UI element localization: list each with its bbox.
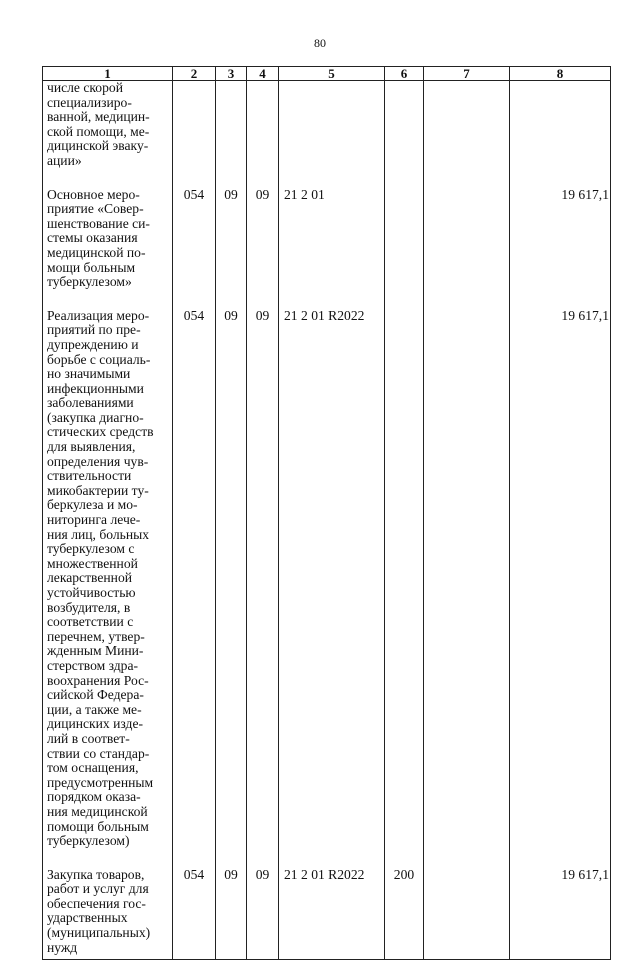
target-article-cell: 21 2 01 bbox=[279, 188, 385, 309]
column-7-cell bbox=[424, 81, 510, 188]
item-name-line: сийской Федера- bbox=[47, 687, 144, 703]
item-name-line: медицинской по- bbox=[47, 244, 146, 260]
item-name-line: ации» bbox=[47, 152, 82, 168]
admin-code-cell: 054 bbox=[173, 309, 216, 868]
item-name-cell bbox=[43, 188, 173, 309]
item-name-line: определения чув- bbox=[47, 453, 149, 469]
header-col-6: 6 bbox=[385, 67, 424, 81]
subsection-cell: 09 bbox=[247, 188, 279, 309]
item-name-line: но значимыми bbox=[47, 366, 131, 382]
expense-type-cell bbox=[385, 309, 424, 868]
header-row bbox=[43, 67, 611, 81]
item-name-line: дицинской эваку- bbox=[47, 138, 149, 154]
subsection-cell: 09 bbox=[247, 868, 279, 960]
subsection-cell bbox=[247, 81, 279, 188]
table-body bbox=[43, 81, 611, 960]
section-cell bbox=[216, 81, 247, 188]
item-name-line: для выявления, bbox=[47, 439, 136, 455]
item-name-line: возбудителя, в bbox=[47, 599, 131, 615]
item-name-line: инфекционными bbox=[47, 380, 144, 396]
item-name-line: ской помощи, ме- bbox=[47, 123, 150, 139]
item-name-line: приятий по пре- bbox=[47, 322, 141, 338]
item-name-line: ствии со стандар- bbox=[47, 745, 150, 761]
header-col-1: 1 bbox=[43, 67, 173, 81]
item-name-line: туберкулезом) bbox=[47, 833, 130, 849]
subsection-cell: 09 bbox=[247, 309, 279, 868]
item-name-cell bbox=[43, 81, 173, 188]
expense-type-cell bbox=[385, 81, 424, 188]
header-col-5: 5 bbox=[279, 67, 385, 81]
item-name-line: микобактерии ту- bbox=[47, 482, 149, 498]
item-name-line: Закупка товаров, bbox=[47, 866, 145, 882]
header-col-8: 8 bbox=[510, 67, 611, 81]
item-name-line: (муниципальных) bbox=[47, 925, 151, 941]
item-name-line: помощи больным bbox=[47, 818, 149, 834]
item-name-line: предусмотренным bbox=[47, 774, 154, 790]
item-name-line: том оснащения, bbox=[47, 760, 139, 776]
amount-cell: 19 617,1 bbox=[510, 188, 611, 309]
target-article-cell: 21 2 01 R2022 bbox=[279, 868, 385, 960]
item-name-line: ния медицинской bbox=[47, 803, 148, 819]
admin-code-cell: 054 bbox=[173, 188, 216, 309]
item-name-line: стических средств bbox=[47, 424, 154, 440]
header-col-3: 3 bbox=[216, 67, 247, 81]
amount-cell: 19 617,1 bbox=[510, 868, 611, 960]
item-name-line: приятие «Совер- bbox=[47, 201, 144, 217]
item-name-line: Реализация меро- bbox=[47, 307, 150, 323]
item-name-line: ции, а также ме- bbox=[47, 701, 142, 717]
item-name-line: ударственных bbox=[47, 910, 128, 926]
item-name-line: порядком оказа- bbox=[47, 789, 141, 805]
column-7-cell bbox=[424, 309, 510, 868]
item-name-line: воохранения Рос- bbox=[47, 672, 149, 688]
item-name-line: мощи больным bbox=[47, 259, 136, 275]
expense-type-cell bbox=[385, 188, 424, 309]
target-article-cell bbox=[279, 81, 385, 188]
item-name-line: (закупка диагно- bbox=[47, 409, 144, 425]
item-name-line: жденным Мини- bbox=[47, 643, 144, 659]
admin-code-cell: 054 bbox=[173, 868, 216, 960]
section-cell: 09 bbox=[216, 868, 247, 960]
column-7-cell bbox=[424, 868, 510, 960]
item-name-line: борьбе с социаль- bbox=[47, 351, 151, 367]
item-name-line: работ и услуг для bbox=[47, 881, 149, 897]
item-name-line: дупреждению и bbox=[47, 336, 139, 352]
table-row bbox=[43, 81, 611, 188]
item-name-line: числе скорой bbox=[47, 80, 123, 95]
item-name-line: ния лиц, больных bbox=[47, 526, 150, 542]
budget-table bbox=[42, 66, 611, 960]
section-cell: 09 bbox=[216, 188, 247, 309]
item-name-line: туберкулезом» bbox=[47, 274, 132, 290]
item-name-line: Основное меро- bbox=[47, 186, 140, 202]
expense-type-cell: 200 bbox=[385, 868, 424, 960]
item-name-line: обеспечения гос- bbox=[47, 895, 146, 911]
table-row bbox=[43, 188, 611, 309]
admin-code-cell bbox=[173, 81, 216, 188]
item-name-line: беркулеза и мо- bbox=[47, 497, 138, 513]
item-name-cell bbox=[43, 309, 173, 868]
item-name-line: множественной bbox=[47, 555, 138, 571]
amount-cell bbox=[510, 81, 611, 188]
item-name-line: специализиро- bbox=[47, 94, 132, 110]
item-name-line: заболеваниями bbox=[47, 395, 134, 411]
header-col-2: 2 bbox=[173, 67, 216, 81]
item-name-line: дицинских изде- bbox=[47, 716, 143, 732]
item-name-line: ниторинга лече- bbox=[47, 512, 141, 528]
item-name-line: ванной, медицин- bbox=[47, 109, 150, 125]
page-number: 80 bbox=[314, 36, 326, 50]
item-name-line: стерством здра- bbox=[47, 657, 139, 673]
item-name-line: шенствование си- bbox=[47, 215, 150, 231]
table-row bbox=[43, 868, 611, 960]
item-name-line: устойчивостью bbox=[47, 585, 136, 600]
amount-cell: 19 617,1 bbox=[510, 309, 611, 868]
item-name-line: ствительности bbox=[47, 468, 132, 484]
target-article-cell: 21 2 01 R2022 bbox=[279, 309, 385, 868]
item-name-line: нужд bbox=[47, 939, 78, 955]
section-cell: 09 bbox=[216, 309, 247, 868]
item-name-line: стемы оказания bbox=[47, 230, 138, 246]
item-name-line: туберкулезом с bbox=[47, 541, 135, 557]
header-col-4: 4 bbox=[247, 67, 279, 81]
column-7-cell bbox=[424, 188, 510, 309]
item-name-line: лекарственной bbox=[47, 570, 133, 586]
item-name-line: соответствии с bbox=[47, 614, 134, 630]
header-col-7: 7 bbox=[424, 67, 510, 81]
table-row bbox=[43, 309, 611, 868]
item-name-line: лий в соответ- bbox=[47, 730, 130, 746]
item-name-cell bbox=[43, 868, 173, 960]
item-name-line: перечнем, утвер- bbox=[47, 628, 145, 644]
